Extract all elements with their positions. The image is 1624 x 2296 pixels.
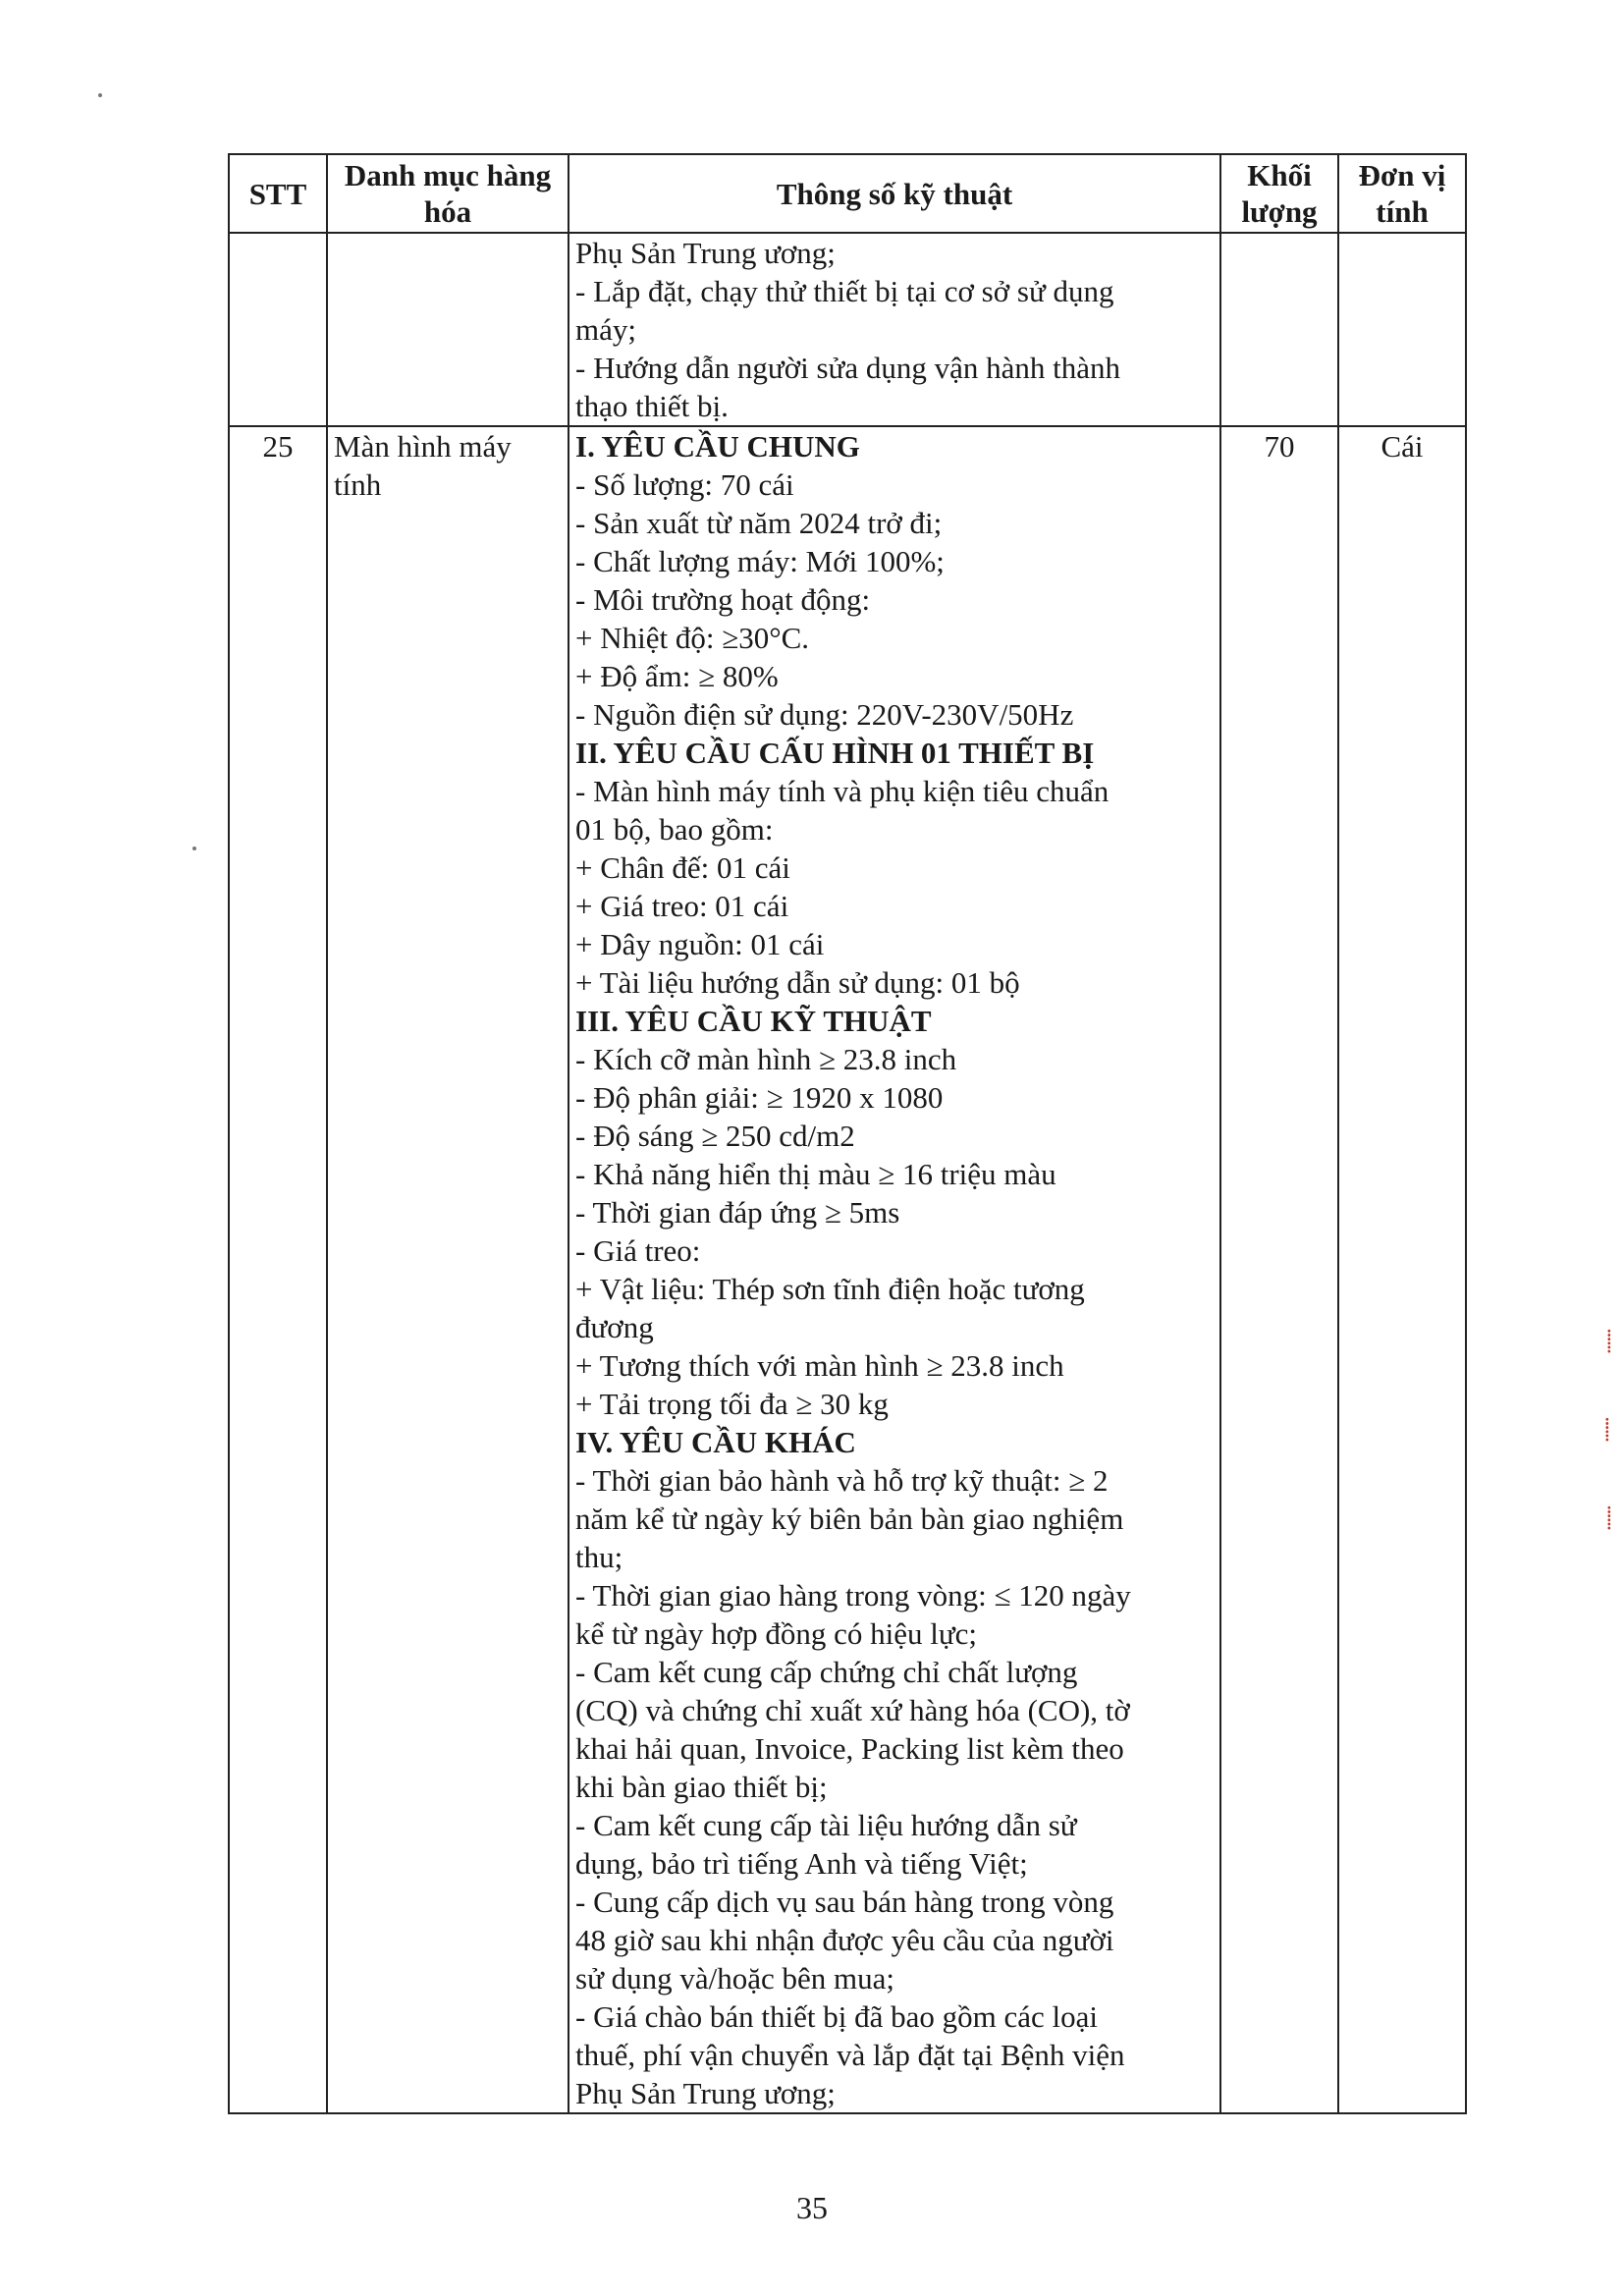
spec-line: kể từ ngày hợp đồng có hiệu lực; (575, 1616, 977, 1651)
cell-unit-empty (1338, 233, 1466, 426)
spec-table (228, 153, 1467, 2114)
continuation-line: máy; (575, 312, 636, 347)
cell-continuation-spec (568, 233, 1220, 426)
spec-line: 01 bộ, bao gồm: (575, 812, 774, 847)
spec-section-heading: IV. YÊU CẦU KHÁC (575, 1425, 856, 1459)
spec-line: + Giá treo: 01 cái (575, 889, 789, 923)
spec-line: - Độ phân giải: ≥ 1920 x 1080 (575, 1080, 944, 1115)
continuation-line: - Hướng dẫn người sửa dụng vận hành thành (575, 351, 1120, 385)
spec-line: + Độ ẩm: ≥ 80% (575, 659, 779, 693)
spec-line: - Chất lượng máy: Mới 100%; (575, 544, 945, 578)
spec-line: sử dụng và/hoặc bên mua; (575, 1961, 895, 1995)
continuation-line: - Lắp đặt, chạy thử thiết bị tại cơ sở sử dụng (575, 274, 1114, 308)
stamp-edge-mark: ⸽ (1604, 1417, 1610, 1442)
spec-line: - Giá treo: (575, 1233, 701, 1268)
spec-line: - Cam kết cung cấp chứng chỉ chất lượng (575, 1655, 1078, 1689)
cell-qty-empty (1220, 233, 1338, 426)
spec-line: Phụ Sản Trung ương; (575, 2076, 836, 2110)
spec-line: - Độ sáng ≥ 250 cd/m2 (575, 1119, 855, 1153)
continuation-line: thạo thiết bị. (575, 389, 729, 423)
spec-line: + Tài liệu hướng dẫn sử dụng: 01 bộ (575, 965, 1020, 1000)
table-header-row (229, 154, 1466, 233)
cell-unit: Cái (1338, 426, 1466, 2113)
stamp-edge-mark: ⸽ (1606, 1329, 1612, 1353)
spec-line: - Giá chào bán thiết bị đã bao gồm các loại (575, 1999, 1098, 2034)
spec-line: - Nguồn điện sử dụng: 220V-230V/50Hz (575, 697, 1074, 732)
spec-line: - Khả năng hiển thị màu ≥ 16 triệu màu (575, 1157, 1056, 1191)
spec-line: - Cung cấp dịch vụ sau bán hàng trong vòng (575, 1885, 1114, 1919)
spec-line: + Vật liệu: Thép sơn tĩnh điện hoặc tương (575, 1272, 1085, 1306)
spec-section-heading: I. YÊU CẦU CHUNG (575, 429, 860, 464)
spec-line: dụng, bảo trì tiếng Anh và tiếng Việt; (575, 1846, 1028, 1881)
spec-line: năm kể từ ngày ký biên bản bàn giao nghiệm (575, 1502, 1124, 1536)
header-khoi-luong: Khối lượng (1220, 154, 1338, 233)
header-thong-so: Thông số kỹ thuật (568, 154, 1220, 233)
table-row-continuation (229, 233, 1466, 426)
continuation-line: Phụ Sản Trung ương; (575, 236, 836, 270)
spec-line: + Nhiệt độ: ≥30°C. (575, 621, 810, 655)
cell-stt: 25 (229, 426, 327, 2113)
spec-line: - Màn hình máy tính và phụ kiện tiêu chuẩn (575, 774, 1110, 808)
spec-line: thuế, phí vận chuyển và lắp đặt tại Bệnh viện (575, 2038, 1125, 2072)
header-don-vi: Đơn vị tính (1338, 154, 1466, 233)
spec-line: + Tương thích với màn hình ≥ 23.8 inch (575, 1348, 1064, 1383)
spec-line: - Kích cỡ màn hình ≥ 23.8 inch (575, 1042, 957, 1076)
spec-line: - Sản xuất từ năm 2024 trở đi; (575, 506, 943, 540)
cell-stt-empty (229, 233, 327, 426)
spec-line: - Thời gian giao hàng trong vòng: ≤ 120 ngày (575, 1578, 1131, 1613)
spec-line: - Số lượng: 70 cái (575, 467, 794, 502)
scan-speck (98, 93, 102, 97)
spec-line: - Thời gian đáp ứng ≥ 5ms (575, 1195, 900, 1230)
scan-speck (192, 847, 196, 850)
spec-section-heading: II. YÊU CẦU CẤU HÌNH 01 THIẾT BỊ (575, 736, 1095, 770)
spec-line: khi bàn giao thiết bị; (575, 1770, 828, 1804)
spec-line: thu; (575, 1540, 623, 1574)
header-stt: STT (229, 154, 327, 233)
page-number: 35 (796, 2190, 828, 2225)
spec-line: - Cam kết cung cấp tài liệu hướng dẫn sử (575, 1808, 1077, 1842)
spec-line: (CQ) và chứng chỉ xuất xứ hàng hóa (CO), tờ (575, 1693, 1130, 1727)
spec-line: 48 giờ sau khi nhận được yêu cầu của người (575, 1923, 1114, 1957)
spec-line: đương (575, 1310, 654, 1344)
spec-line: + Chân đế: 01 cái (575, 850, 790, 885)
spec-line: + Dây nguồn: 01 cái (575, 927, 825, 961)
spec-line: + Tải trọng tối đa ≥ 30 kg (575, 1387, 889, 1421)
cell-name-empty (327, 233, 568, 426)
cell-item-name: Màn hình máy tính (327, 426, 568, 2113)
cell-quantity: 70 (1220, 426, 1338, 2113)
spec-line: - Thời gian bảo hành và hỗ trợ kỹ thuật: ≥ 2 (575, 1463, 1109, 1498)
spec-line: khai hải quan, Invoice, Packing list kèm theo (575, 1731, 1124, 1766)
cell-item-spec (568, 426, 1220, 2113)
spec-section-heading: III. YÊU CẦU KỸ THUẬT (575, 1004, 932, 1038)
spec-line: - Môi trường hoạt động: (575, 582, 871, 617)
stamp-edge-mark: ⸽ (1606, 1505, 1612, 1530)
table-row-item-25 (229, 426, 1466, 2113)
header-danh-muc: Danh mục hàng hóa (327, 154, 568, 233)
